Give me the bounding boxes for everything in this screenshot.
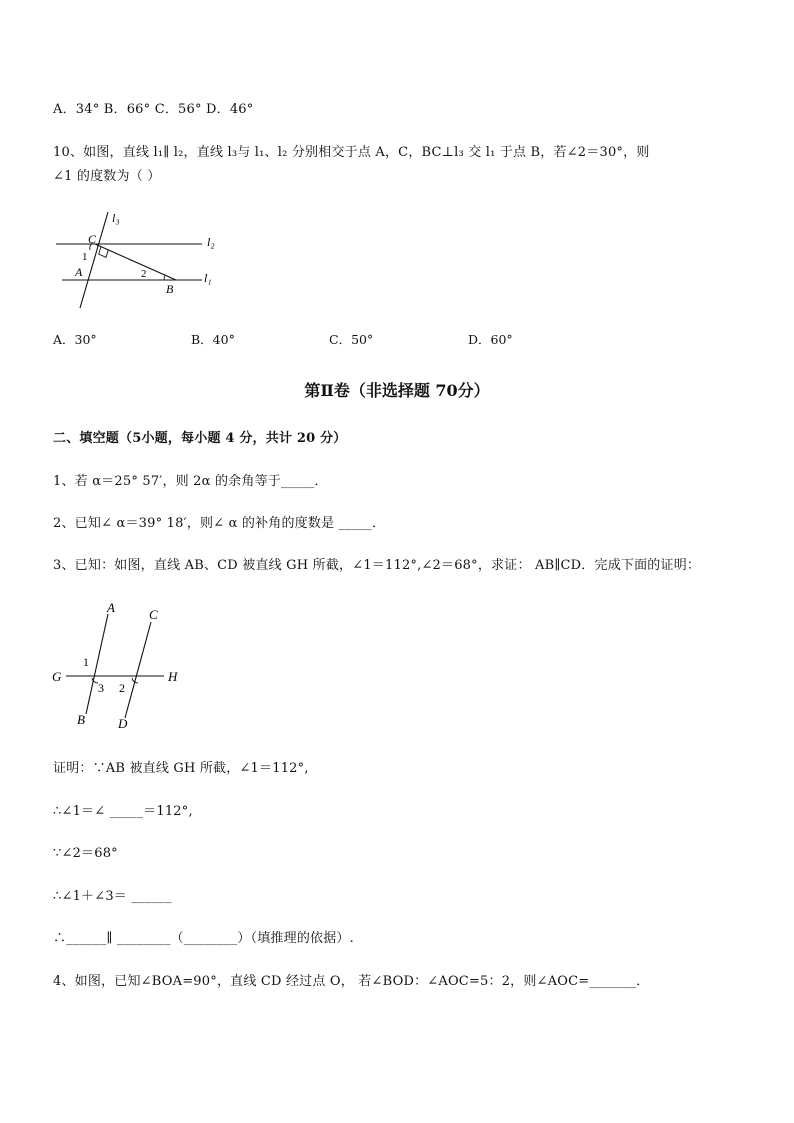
- label-angle1: 1: [83, 655, 89, 669]
- line-ab: [86, 614, 108, 714]
- label-h: H: [168, 669, 178, 684]
- label-l2: l₂: [207, 235, 215, 249]
- proof-line-1: 证明：∵AB 被直线 GH 所截，∠1＝112°,: [53, 761, 309, 776]
- fill-question-1: 1、若 α＝25° 57′，则 2α 的余角等于_____．: [53, 474, 328, 489]
- label-a: A: [75, 265, 83, 279]
- fill-question-4: 4、如图，已知∠BOA=90°，直线 CD 经过点 O， 若∠BOD：∠AOC=5：2，则∠AOC=_______．: [53, 974, 650, 989]
- label-g: G: [52, 669, 62, 684]
- q10-stem-line1: 10、如图，直线 l₁∥ l₂，直线 l₃与 l₁、l₂ 分别相交于点 A，C，BC⊥l₃ 交 l₁ 于点 B，若∠2＝30°，则: [53, 145, 650, 160]
- line-cd: [125, 622, 151, 718]
- angle-2-arc: [164, 275, 165, 280]
- q10-figure: [50, 210, 230, 300]
- label-b: B: [77, 712, 85, 727]
- q10-stem-line2: ∠1 的度数为（ ）: [53, 169, 161, 184]
- label-l1: l₁: [204, 271, 212, 285]
- label-c: C: [149, 607, 158, 622]
- label-b: B: [166, 282, 174, 296]
- q10-option-b[interactable]: B．40°: [191, 332, 235, 347]
- q9-options: A．34° B．66° C．56° D．46°: [53, 102, 254, 117]
- label-a: A: [107, 600, 115, 615]
- label-l3: l₃: [112, 211, 120, 225]
- proof-line-5: ∴______∥ ________（________）（填推理的依据）.: [53, 931, 354, 946]
- q10-option-d[interactable]: D．60°: [468, 332, 513, 347]
- section2-heading: 二、填空题（5小题，每小题 4 分，共计 20 分）: [53, 431, 347, 446]
- label-angle2: 2: [119, 681, 125, 695]
- proof-line-3: ∵∠2＝68°: [53, 846, 118, 861]
- label-angle1: 1: [82, 251, 88, 263]
- label-angle2: 2: [141, 268, 147, 280]
- label-d: D: [118, 716, 128, 731]
- proof-line-2: ∴∠1＝∠ _____＝112°,: [53, 804, 193, 819]
- section-title: 第Ⅱ卷（非选择题 70分）: [304, 381, 490, 400]
- q3-figure: [50, 598, 200, 738]
- q10-option-a[interactable]: A．30°: [53, 332, 97, 347]
- label-c: C: [88, 232, 97, 246]
- fill-question-3: 3、已知：如图，直线 AB、CD 被直线 GH 所截，∠1＝112°,∠2＝68°，求证： AB∥CD．完成下面的证明：: [53, 558, 701, 573]
- q10-option-c[interactable]: C．50°: [329, 332, 374, 347]
- label-angle3: 3: [98, 681, 104, 695]
- proof-line-4: ∴∠1＋∠3＝ ______: [53, 889, 172, 904]
- segment-bc: [95, 244, 176, 280]
- fill-question-2: 2、已知∠ α＝39° 18′，则∠ α 的补角的度数是 _____．: [53, 516, 386, 531]
